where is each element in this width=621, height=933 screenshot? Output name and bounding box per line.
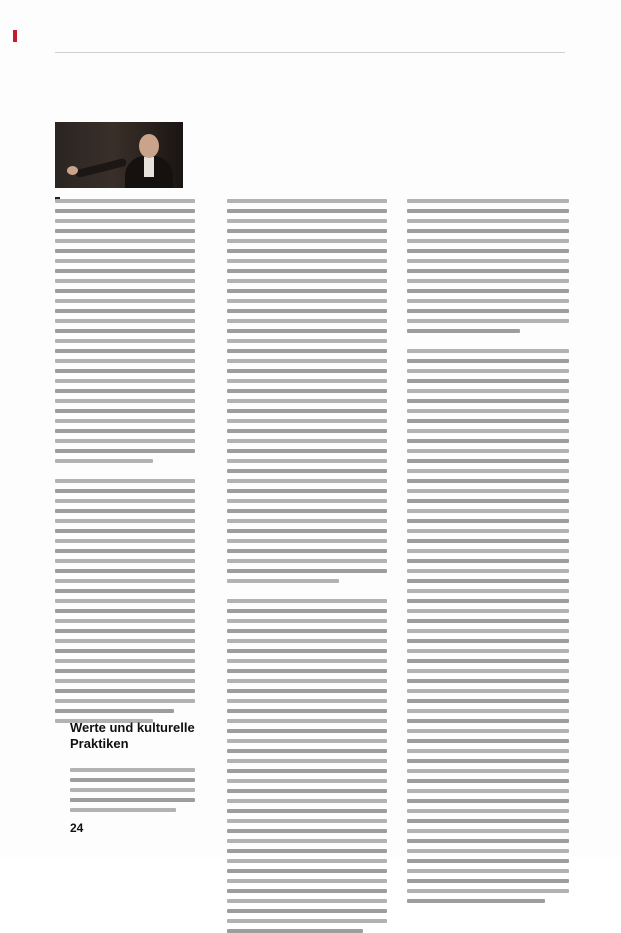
red-edge-mark xyxy=(13,30,17,42)
text-column-1-lower xyxy=(70,762,195,812)
column-2-body xyxy=(227,199,387,933)
text-column-3 xyxy=(407,193,569,903)
column-1-lower-body xyxy=(70,768,195,812)
photo-hand xyxy=(67,166,78,175)
page-number: 24 xyxy=(70,821,84,835)
top-rule xyxy=(55,52,565,53)
text-column-1 xyxy=(55,193,195,723)
speaker-photo xyxy=(55,122,183,188)
text-column-2 xyxy=(227,193,387,933)
column-3-body xyxy=(407,199,569,903)
column-1-body xyxy=(55,199,195,723)
section-heading: Werte und kulturelle Praktiken xyxy=(70,720,195,751)
photo-shirt xyxy=(144,157,154,177)
photo-head xyxy=(139,134,159,158)
